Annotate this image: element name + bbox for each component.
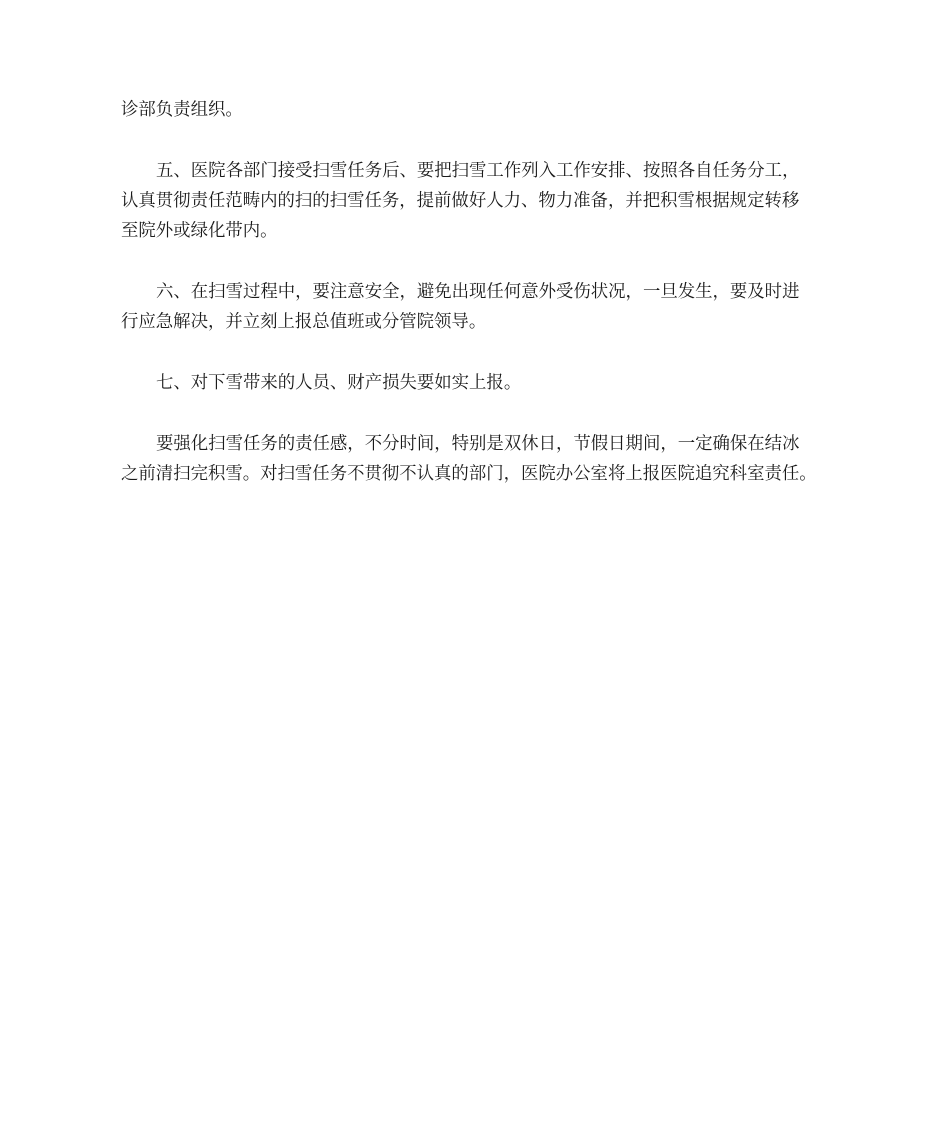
text-line: 五、医院各部门接受扫雪任务后、要把扫雪工作列入工作安排、按照各自任务分工， xyxy=(156,161,800,181)
text-line: 要强化扫雪任务的责任感，不分时间，特别是双休日，节假日期间，一定确保在结冰 xyxy=(156,434,800,454)
paragraph-spacer xyxy=(121,398,843,429)
paragraph-spacer xyxy=(121,125,843,156)
text-line: 七、对下雪带来的人员、财产损失要如实上报。 xyxy=(156,373,522,393)
document-body xyxy=(121,95,843,489)
text-line: 至院外或绿化带内。 xyxy=(121,221,278,241)
paragraph-spacer xyxy=(121,337,843,368)
paragraph-item-6 xyxy=(121,277,843,337)
text-line: 诊部负责组织。 xyxy=(121,100,243,120)
paragraph-continuation xyxy=(121,95,843,125)
paragraph-spacer xyxy=(121,246,843,277)
paragraph-item-5 xyxy=(121,156,843,246)
paragraph-closing xyxy=(121,429,843,489)
text-line: 认真贯彻责任范畴内的扫的扫雪任务，提前做好人力、物力准备，并把积雪根据规定转移 xyxy=(121,191,800,211)
paragraph-item-7 xyxy=(121,368,843,398)
text-line: 六、在扫雪过程中，要注意安全，避免出现任何意外受伤状况，一旦发生，要及时进 xyxy=(156,282,800,302)
text-line: 行应急解决，并立刻上报总值班或分管院领导。 xyxy=(121,312,487,332)
text-line: 之前清扫完积雪。对扫雪任务不贯彻不认真的部门，医院办公室将上报医院追究科室责任。 xyxy=(121,464,817,484)
